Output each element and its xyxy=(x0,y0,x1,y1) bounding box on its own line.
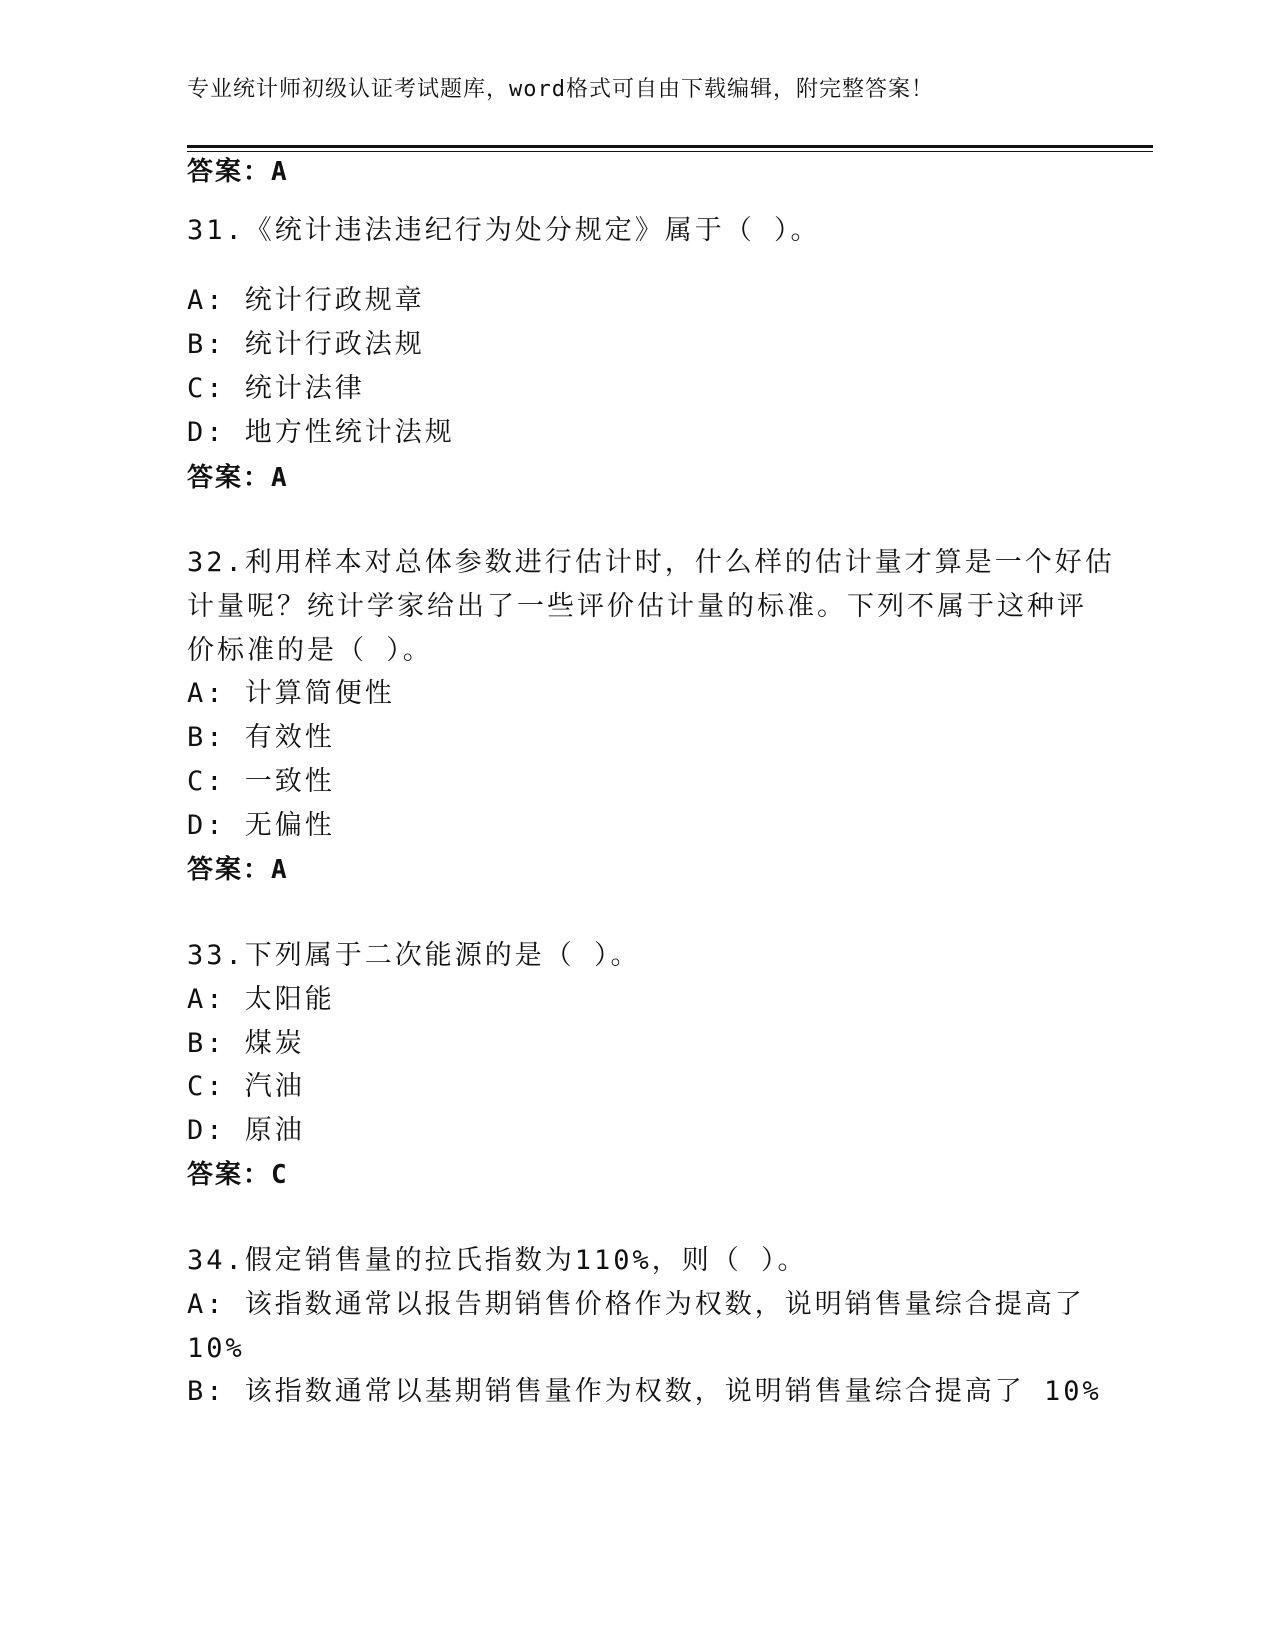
question-32-stem-line-3: 价标准的是（ ）。 xyxy=(187,635,433,666)
answer-value: A xyxy=(271,855,289,885)
question-32-option-a: A: 计算简便性 xyxy=(187,678,395,709)
question-33-stem: 33.下列属于二次能源的是（ ）。 xyxy=(187,940,641,971)
question-33-option-d: D: 原油 xyxy=(187,1115,305,1146)
question-33-answer xyxy=(187,1158,289,1192)
question-32-stem-line-1: 32.利用样本对总体参数进行估计时，什么样的估计量才算是一个好估 xyxy=(187,547,1115,578)
question-32-option-d: D: 无偏性 xyxy=(187,810,335,841)
question-32-option-b: B: 有效性 xyxy=(187,722,335,753)
page-header: 专业统计师初级认证考试题库，word格式可自由下载编辑，附完整答案！ xyxy=(187,77,934,102)
question-31-option-c: C: 统计法律 xyxy=(187,373,365,404)
answer-value: A xyxy=(271,157,289,187)
answer-line-prev xyxy=(187,155,289,189)
question-34-option-b: B: 该指数通常以基期销售量作为权数，说明销售量综合提高了 10% xyxy=(187,1376,1102,1407)
header-rule-thick xyxy=(187,145,1153,148)
header-rule-thin xyxy=(187,151,1153,152)
question-31-option-d: D: 地方性统计法规 xyxy=(187,417,455,448)
answer-label: 答案： xyxy=(187,463,272,493)
answer-label: 答案： xyxy=(187,855,272,885)
question-34-option-a-continued: 10% xyxy=(187,1333,245,1364)
answer-value: A xyxy=(271,463,289,493)
question-33-option-a: A: 太阳能 xyxy=(187,984,335,1015)
question-33-option-b: B: 煤炭 xyxy=(187,1028,305,1059)
answer-label: 答案： xyxy=(187,1160,272,1190)
question-32-answer xyxy=(187,853,289,887)
answer-label: 答案： xyxy=(187,157,272,187)
question-33-option-c: C: 汽油 xyxy=(187,1071,305,1102)
answer-value: C xyxy=(271,1160,289,1190)
question-34-option-a: A: 该指数通常以报告期销售价格作为权数，说明销售量综合提高了 xyxy=(187,1289,1085,1320)
question-31-option-a: A: 统计行政规章 xyxy=(187,285,425,316)
question-32-stem-line-2: 计量呢？统计学家给出了一些评价估计量的标准。下列不属于这种评 xyxy=(187,591,1087,622)
question-34-stem: 34.假定销售量的拉氏指数为110%，则（ ）。 xyxy=(187,1245,808,1276)
question-32-option-c: C: 一致性 xyxy=(187,766,335,797)
question-31-stem: 31.《统计违法违纪行为处分规定》属于（ ）。 xyxy=(187,215,821,246)
question-31-option-b: B: 统计行政法规 xyxy=(187,329,425,360)
question-31-answer xyxy=(187,461,289,495)
